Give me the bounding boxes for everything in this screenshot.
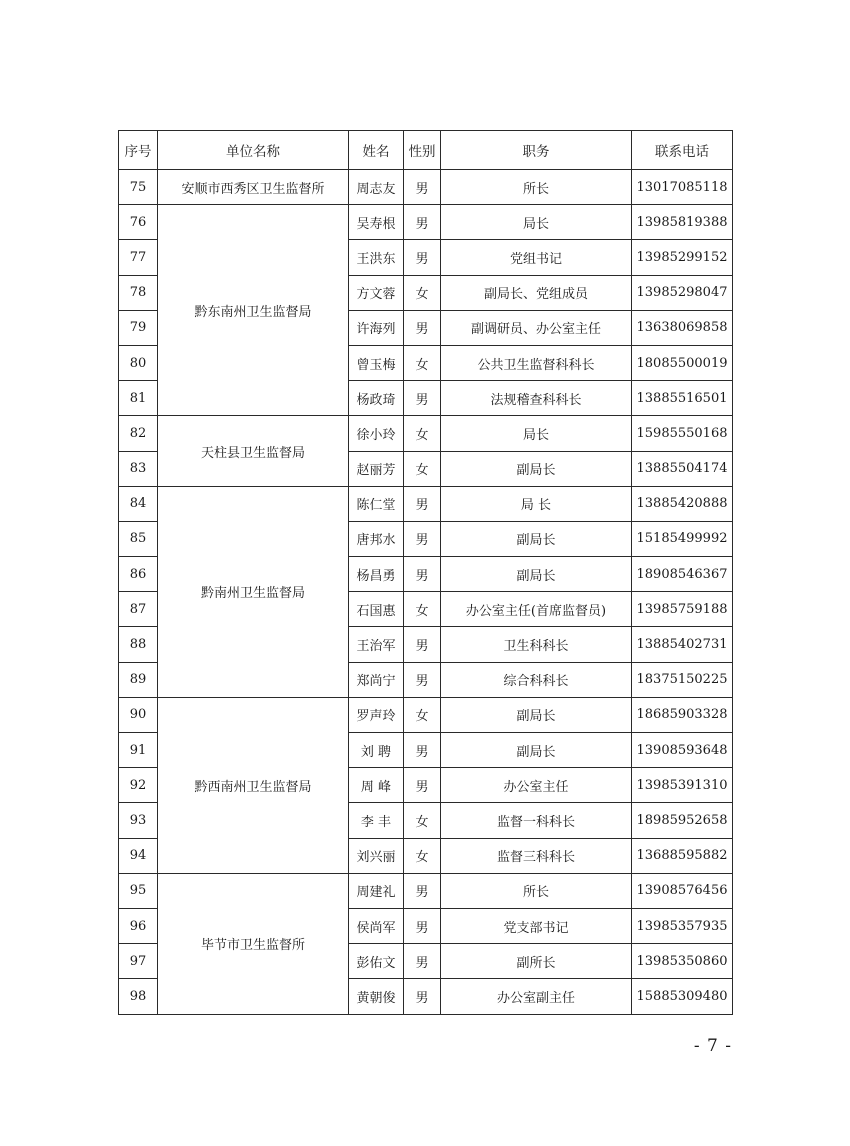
cell-name: 黄朝俊: [349, 979, 404, 1014]
cell-post: 监督一科科长: [441, 803, 632, 838]
cell-sex: 男: [404, 908, 441, 943]
cell-tel: 18985952658: [632, 803, 733, 838]
cell-unit: 黔南州卫生监督局: [158, 486, 349, 697]
cell-post: 副局长、党组成员: [441, 275, 632, 310]
cell-tel: 18908546367: [632, 557, 733, 592]
cell-tel: 18375150225: [632, 662, 733, 697]
cell-post: 公共卫生监督科科长: [441, 345, 632, 380]
cell-no: 92: [119, 768, 158, 803]
cell-post: 副局长: [441, 557, 632, 592]
cell-name: 杨政琦: [349, 381, 404, 416]
cell-sex: 男: [404, 627, 441, 662]
table-row: [119, 697, 733, 732]
cell-no: 81: [119, 381, 158, 416]
header-sex: 性别: [404, 131, 441, 170]
cell-post: 办公室主任(首席监督员): [441, 592, 632, 627]
cell-no: 85: [119, 521, 158, 556]
cell-sex: 男: [404, 662, 441, 697]
cell-sex: 男: [404, 381, 441, 416]
cell-unit: 黔东南州卫生监督局: [158, 205, 349, 416]
cell-unit: 安顺市西秀区卫生监督所: [158, 170, 349, 205]
cell-tel: 13985299152: [632, 240, 733, 275]
cell-post: 副调研员、办公室主任: [441, 310, 632, 345]
cell-tel: 13885504174: [632, 451, 733, 486]
cell-sex: 女: [404, 451, 441, 486]
header-post: 职务: [441, 131, 632, 170]
cell-no: 79: [119, 310, 158, 345]
cell-sex: 女: [404, 838, 441, 873]
cell-name: 周建礼: [349, 873, 404, 908]
personnel-table: [118, 130, 733, 1015]
cell-sex: 男: [404, 733, 441, 768]
cell-sex: 男: [404, 486, 441, 521]
cell-name: 彭佑文: [349, 944, 404, 979]
header-unit: 单位名称: [158, 131, 349, 170]
cell-name: 徐小玲: [349, 416, 404, 451]
cell-no: 94: [119, 838, 158, 873]
cell-name: 陈仁堂: [349, 486, 404, 521]
cell-sex: 男: [404, 873, 441, 908]
cell-post: 党支部书记: [441, 908, 632, 943]
cell-unit: 黔西南州卫生监督局: [158, 697, 349, 873]
cell-post: 法规稽查科科长: [441, 381, 632, 416]
cell-post: 监督三科科长: [441, 838, 632, 873]
cell-tel: 13985759188: [632, 592, 733, 627]
cell-sex: 男: [404, 944, 441, 979]
cell-name: 石国惠: [349, 592, 404, 627]
cell-post: 副所长: [441, 944, 632, 979]
cell-sex: 男: [404, 557, 441, 592]
cell-name: 杨昌勇: [349, 557, 404, 592]
cell-name: 周志友: [349, 170, 404, 205]
header-name: 姓名: [349, 131, 404, 170]
cell-tel: 18685903328: [632, 697, 733, 732]
header-tel: 联系电话: [632, 131, 733, 170]
cell-no: 83: [119, 451, 158, 486]
cell-no: 91: [119, 733, 158, 768]
cell-no: 97: [119, 944, 158, 979]
cell-no: 86: [119, 557, 158, 592]
cell-no: 96: [119, 908, 158, 943]
cell-name: 郑尚宁: [349, 662, 404, 697]
cell-sex: 女: [404, 592, 441, 627]
cell-tel: 13638069858: [632, 310, 733, 345]
cell-tel: 13985357935: [632, 908, 733, 943]
cell-post: 所长: [441, 170, 632, 205]
cell-no: 89: [119, 662, 158, 697]
cell-no: 88: [119, 627, 158, 662]
cell-no: 78: [119, 275, 158, 310]
cell-no: 76: [119, 205, 158, 240]
cell-name: 刘 聘: [349, 733, 404, 768]
cell-no: 80: [119, 345, 158, 380]
cell-unit: 毕节市卫生监督所: [158, 873, 349, 1014]
cell-sex: 男: [404, 979, 441, 1014]
cell-name: 许海列: [349, 310, 404, 345]
table-header-row: [119, 131, 733, 170]
cell-name: 唐邦水: [349, 521, 404, 556]
cell-tel: 15985550168: [632, 416, 733, 451]
cell-no: 90: [119, 697, 158, 732]
cell-tel: 13885402731: [632, 627, 733, 662]
cell-post: 办公室副主任: [441, 979, 632, 1014]
cell-tel: 13885516501: [632, 381, 733, 416]
cell-post: 副局长: [441, 697, 632, 732]
cell-name: 曾玉梅: [349, 345, 404, 380]
cell-name: 王治军: [349, 627, 404, 662]
cell-no: 98: [119, 979, 158, 1014]
cell-sex: 女: [404, 345, 441, 380]
cell-name: 侯尚军: [349, 908, 404, 943]
cell-name: 刘兴丽: [349, 838, 404, 873]
table-row: [119, 170, 733, 205]
cell-sex: 女: [404, 803, 441, 838]
cell-post: 办公室主任: [441, 768, 632, 803]
cell-tel: 13885420888: [632, 486, 733, 521]
cell-name: 赵丽芳: [349, 451, 404, 486]
cell-tel: 13985391310: [632, 768, 733, 803]
cell-sex: 男: [404, 310, 441, 345]
cell-tel: 13688595882: [632, 838, 733, 873]
cell-post: 局长: [441, 416, 632, 451]
cell-sex: 男: [404, 521, 441, 556]
cell-no: 77: [119, 240, 158, 275]
cell-post: 党组书记: [441, 240, 632, 275]
cell-name: 周 峰: [349, 768, 404, 803]
cell-post: 副局长: [441, 733, 632, 768]
cell-post: 副局长: [441, 451, 632, 486]
cell-tel: 13985819388: [632, 205, 733, 240]
cell-sex: 女: [404, 416, 441, 451]
cell-no: 87: [119, 592, 158, 627]
cell-tel: 13908593648: [632, 733, 733, 768]
table-row: [119, 205, 733, 240]
cell-name: 王洪东: [349, 240, 404, 275]
cell-tel: 15885309480: [632, 979, 733, 1014]
cell-post: 副局长: [441, 521, 632, 556]
cell-post: 所长: [441, 873, 632, 908]
cell-post: 局 长: [441, 486, 632, 521]
cell-no: 82: [119, 416, 158, 451]
cell-post: 卫生科科长: [441, 627, 632, 662]
cell-sex: 男: [404, 205, 441, 240]
cell-name: 李 丰: [349, 803, 404, 838]
cell-tel: 13908576456: [632, 873, 733, 908]
cell-no: 95: [119, 873, 158, 908]
cell-sex: 男: [404, 170, 441, 205]
cell-unit: 天柱县卫生监督局: [158, 416, 349, 486]
cell-post: 综合科科长: [441, 662, 632, 697]
cell-name: 罗声玲: [349, 697, 404, 732]
cell-tel: 13985298047: [632, 275, 733, 310]
cell-sex: 男: [404, 240, 441, 275]
cell-sex: 男: [404, 768, 441, 803]
cell-tel: 13985350860: [632, 944, 733, 979]
header-no: 序号: [119, 131, 158, 170]
page-number: - 7 -: [693, 1036, 732, 1056]
cell-tel: 18085500019: [632, 345, 733, 380]
cell-tel: 13017085118: [632, 170, 733, 205]
cell-no: 93: [119, 803, 158, 838]
cell-tel: 15185499992: [632, 521, 733, 556]
cell-sex: 女: [404, 697, 441, 732]
cell-name: 吴寿根: [349, 205, 404, 240]
cell-sex: 女: [404, 275, 441, 310]
cell-post: 局长: [441, 205, 632, 240]
table-row: [119, 486, 733, 521]
cell-no: 84: [119, 486, 158, 521]
table-row: [119, 873, 733, 908]
cell-no: 75: [119, 170, 158, 205]
table-row: [119, 416, 733, 451]
table-body: [119, 170, 733, 1015]
cell-name: 方文蓉: [349, 275, 404, 310]
